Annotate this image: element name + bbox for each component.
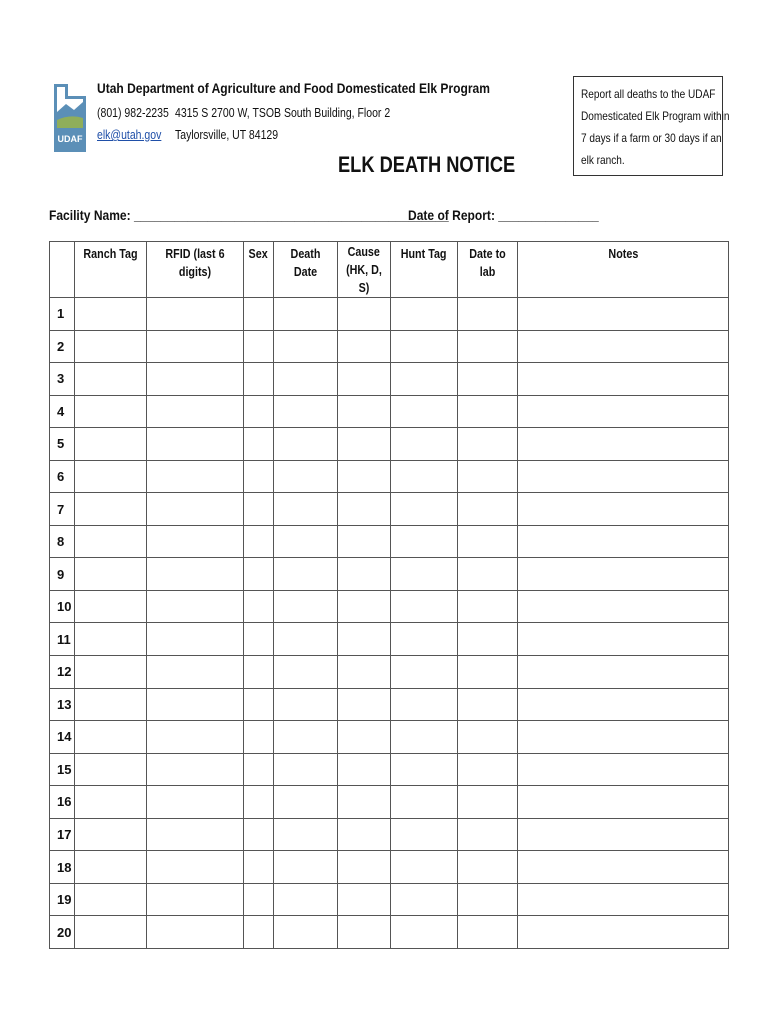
- table-row: [50, 623, 729, 656]
- cell-hunt-tag[interactable]: [391, 590, 458, 623]
- cell-cause[interactable]: [338, 688, 391, 721]
- header-date-to-lab: Date to lab: [458, 242, 518, 298]
- cell-rfid[interactable]: [147, 916, 244, 949]
- cell-ranch-tag[interactable]: [75, 525, 147, 558]
- cell-hunt-tag[interactable]: [391, 851, 458, 884]
- row-number: 12: [50, 656, 75, 689]
- header-number: [50, 242, 75, 298]
- cell-date-to-lab[interactable]: [458, 721, 518, 754]
- cell-rfid[interactable]: [147, 883, 244, 916]
- cell-cause[interactable]: [338, 883, 391, 916]
- cell-ranch-tag[interactable]: [75, 428, 147, 461]
- cell-rfid[interactable]: [147, 753, 244, 786]
- cell-date-to-lab[interactable]: [458, 428, 518, 461]
- row-number: 11: [50, 623, 75, 656]
- cell-date-to-lab[interactable]: [458, 558, 518, 591]
- row-number: 16: [50, 786, 75, 819]
- cell-rfid[interactable]: [147, 623, 244, 656]
- row-number: 18: [50, 851, 75, 884]
- cell-date-to-lab[interactable]: [458, 851, 518, 884]
- cell-ranch-tag[interactable]: [75, 460, 147, 493]
- cell-sex[interactable]: [244, 623, 274, 656]
- cell-death-date[interactable]: [274, 330, 338, 363]
- phone-number: (801) 982-2235: [97, 106, 169, 120]
- cell-rfid[interactable]: [147, 330, 244, 363]
- cell-ranch-tag[interactable]: [75, 753, 147, 786]
- cell-cause[interactable]: [338, 623, 391, 656]
- cell-cause[interactable]: [338, 460, 391, 493]
- cell-notes[interactable]: [518, 883, 729, 916]
- cell-rfid[interactable]: [147, 656, 244, 689]
- cell-rfid[interactable]: [147, 298, 244, 331]
- email-link[interactable]: elk@utah.gov: [97, 128, 162, 142]
- cell-notes[interactable]: [518, 460, 729, 493]
- date-of-report-field[interactable]: Date of Report: _______________: [408, 207, 599, 223]
- cell-ranch-tag[interactable]: [75, 688, 147, 721]
- cell-rfid[interactable]: [147, 395, 244, 428]
- cell-sex[interactable]: [244, 688, 274, 721]
- cell-cause[interactable]: [338, 428, 391, 461]
- cell-notes[interactable]: [518, 330, 729, 363]
- table-row: [50, 460, 729, 493]
- cell-cause[interactable]: [338, 656, 391, 689]
- cell-date-to-lab[interactable]: [458, 623, 518, 656]
- cell-hunt-tag[interactable]: [391, 330, 458, 363]
- cell-hunt-tag[interactable]: [391, 558, 458, 591]
- cell-rfid[interactable]: [147, 558, 244, 591]
- header-rfid: RFID (last 6 digits): [147, 242, 244, 298]
- cell-notes[interactable]: [518, 916, 729, 949]
- cell-hunt-tag[interactable]: [391, 298, 458, 331]
- cell-date-to-lab[interactable]: [458, 688, 518, 721]
- cell-hunt-tag[interactable]: [391, 688, 458, 721]
- cell-cause[interactable]: [338, 721, 391, 754]
- cell-ranch-tag[interactable]: [75, 786, 147, 819]
- cell-notes[interactable]: [518, 363, 729, 396]
- table-row: [50, 688, 729, 721]
- cell-hunt-tag[interactable]: [391, 786, 458, 819]
- cell-cause[interactable]: [338, 851, 391, 884]
- cell-hunt-tag[interactable]: [391, 753, 458, 786]
- cell-hunt-tag[interactable]: [391, 363, 458, 396]
- cell-sex[interactable]: [244, 590, 274, 623]
- cell-hunt-tag[interactable]: [391, 525, 458, 558]
- header-sex: Sex: [244, 242, 274, 298]
- notice-line: 7 days if a farm or 30 days if an: [581, 131, 722, 145]
- notice-line: elk ranch.: [581, 153, 625, 167]
- cell-notes[interactable]: [518, 688, 729, 721]
- cell-notes[interactable]: [518, 818, 729, 851]
- cell-date-to-lab[interactable]: [458, 395, 518, 428]
- address-line-2: Taylorsville, UT 84129: [175, 128, 279, 142]
- cell-hunt-tag[interactable]: [391, 623, 458, 656]
- cell-rfid[interactable]: [147, 363, 244, 396]
- cell-hunt-tag[interactable]: [391, 818, 458, 851]
- cell-cause[interactable]: [338, 590, 391, 623]
- cell-date-to-lab[interactable]: [458, 460, 518, 493]
- header-ranch-tag: Ranch Tag: [75, 242, 147, 298]
- cell-notes[interactable]: [518, 851, 729, 884]
- cell-date-to-lab[interactable]: [458, 298, 518, 331]
- cell-hunt-tag[interactable]: [391, 428, 458, 461]
- cell-death-date[interactable]: [274, 363, 338, 396]
- address-line-1: 4315 S 2700 W, TSOB South Building, Floor 2: [175, 106, 391, 120]
- cell-cause[interactable]: [338, 525, 391, 558]
- header-notes: Notes: [518, 242, 729, 298]
- cell-cause[interactable]: [338, 395, 391, 428]
- row-number: 15: [50, 753, 75, 786]
- cell-ranch-tag[interactable]: [75, 656, 147, 689]
- cell-ranch-tag[interactable]: [75, 883, 147, 916]
- cell-rfid[interactable]: [147, 493, 244, 526]
- cell-ranch-tag[interactable]: [75, 916, 147, 949]
- cell-ranch-tag[interactable]: [75, 721, 147, 754]
- cell-death-date[interactable]: [274, 818, 338, 851]
- notice-line: Domesticated Elk Program within: [581, 109, 730, 123]
- cell-death-date[interactable]: [274, 721, 338, 754]
- table-row: [50, 851, 729, 884]
- cell-notes[interactable]: [518, 590, 729, 623]
- cell-date-to-lab[interactable]: [458, 525, 518, 558]
- cell-notes[interactable]: [518, 786, 729, 819]
- cell-hunt-tag[interactable]: [391, 883, 458, 916]
- cell-sex[interactable]: [244, 818, 274, 851]
- table-row: [50, 916, 729, 949]
- cell-hunt-tag[interactable]: [391, 916, 458, 949]
- cell-rfid[interactable]: [147, 590, 244, 623]
- cell-hunt-tag[interactable]: [391, 493, 458, 526]
- cell-date-to-lab[interactable]: [458, 818, 518, 851]
- cell-notes[interactable]: [518, 721, 729, 754]
- row-number: 10: [50, 590, 75, 623]
- table-header-row: [50, 242, 729, 298]
- cell-notes[interactable]: [518, 623, 729, 656]
- notice-line: Report all deaths to the UDAF: [581, 87, 716, 101]
- cell-notes[interactable]: [518, 656, 729, 689]
- cell-hunt-tag[interactable]: [391, 395, 458, 428]
- table-row: [50, 590, 729, 623]
- reporting-notice-box: [573, 76, 730, 176]
- cell-date-to-lab[interactable]: [458, 883, 518, 916]
- cell-sex[interactable]: [244, 395, 274, 428]
- cell-sex[interactable]: [244, 428, 274, 461]
- cell-hunt-tag[interactable]: [391, 721, 458, 754]
- cell-ranch-tag[interactable]: [75, 590, 147, 623]
- cell-sex[interactable]: [244, 363, 274, 396]
- cell-date-to-lab[interactable]: [458, 330, 518, 363]
- header-death-date: Death Date: [274, 242, 338, 298]
- cell-rfid[interactable]: [147, 428, 244, 461]
- cell-date-to-lab[interactable]: [458, 363, 518, 396]
- cell-ranch-tag[interactable]: [75, 298, 147, 331]
- org-name: Utah Department of Agriculture and Food Domesticated Elk Program: [97, 80, 490, 96]
- cell-death-date[interactable]: [274, 428, 338, 461]
- cell-ranch-tag[interactable]: [75, 558, 147, 591]
- cell-death-date[interactable]: [274, 590, 338, 623]
- row-number: 17: [50, 818, 75, 851]
- cell-notes[interactable]: [518, 428, 729, 461]
- cell-cause[interactable]: [338, 298, 391, 331]
- cell-sex[interactable]: [244, 916, 274, 949]
- table-row: [50, 330, 729, 363]
- cell-sex[interactable]: [244, 656, 274, 689]
- row-number: 20: [50, 916, 75, 949]
- row-number: 1: [50, 298, 75, 331]
- table-row: [50, 493, 729, 526]
- cell-notes[interactable]: [518, 493, 729, 526]
- cell-rfid[interactable]: [147, 721, 244, 754]
- cell-ranch-tag[interactable]: [75, 623, 147, 656]
- table-row: [50, 363, 729, 396]
- cell-ranch-tag[interactable]: [75, 363, 147, 396]
- cell-death-date[interactable]: [274, 493, 338, 526]
- cell-notes[interactable]: [518, 558, 729, 591]
- header-hunt-tag: Hunt Tag: [391, 242, 458, 298]
- row-number: 19: [50, 883, 75, 916]
- cell-ranch-tag[interactable]: [75, 493, 147, 526]
- page-title: ELK DEATH NOTICE: [338, 152, 516, 177]
- cell-date-to-lab[interactable]: [458, 656, 518, 689]
- cell-sex[interactable]: [244, 493, 274, 526]
- cell-sex[interactable]: [244, 558, 274, 591]
- table-row: [50, 656, 729, 689]
- cell-death-date[interactable]: [274, 298, 338, 331]
- table-row: [50, 721, 729, 754]
- cell-sex[interactable]: [244, 330, 274, 363]
- cell-sex[interactable]: [244, 883, 274, 916]
- table-row: [50, 558, 729, 591]
- cell-cause[interactable]: [338, 330, 391, 363]
- cell-sex[interactable]: [244, 851, 274, 884]
- row-number: 14: [50, 721, 75, 754]
- cell-date-to-lab[interactable]: [458, 786, 518, 819]
- cell-date-to-lab[interactable]: [458, 916, 518, 949]
- cell-death-date[interactable]: [274, 851, 338, 884]
- cell-hunt-tag[interactable]: [391, 656, 458, 689]
- cell-death-date[interactable]: [274, 786, 338, 819]
- cell-death-date[interactable]: [274, 623, 338, 656]
- cell-cause[interactable]: [338, 753, 391, 786]
- cell-death-date[interactable]: [274, 688, 338, 721]
- cell-cause[interactable]: [338, 493, 391, 526]
- cell-death-date[interactable]: [274, 656, 338, 689]
- row-number: 2: [50, 330, 75, 363]
- table-row: [50, 395, 729, 428]
- cell-death-date[interactable]: [274, 558, 338, 591]
- logo-text: UDAF: [57, 134, 83, 144]
- cell-sex[interactable]: [244, 298, 274, 331]
- cell-hunt-tag[interactable]: [391, 460, 458, 493]
- cell-notes[interactable]: [518, 298, 729, 331]
- cell-sex[interactable]: [244, 786, 274, 819]
- cell-death-date[interactable]: [274, 525, 338, 558]
- cell-date-to-lab[interactable]: [458, 753, 518, 786]
- cell-rfid[interactable]: [147, 460, 244, 493]
- row-number: 8: [50, 525, 75, 558]
- table-row: [50, 525, 729, 558]
- row-number: 6: [50, 460, 75, 493]
- row-number: 5: [50, 428, 75, 461]
- cell-rfid[interactable]: [147, 818, 244, 851]
- cell-sex[interactable]: [244, 721, 274, 754]
- cell-notes[interactable]: [518, 395, 729, 428]
- cell-rfid[interactable]: [147, 851, 244, 884]
- cell-death-date[interactable]: [274, 883, 338, 916]
- cell-ranch-tag[interactable]: [75, 818, 147, 851]
- cell-death-date[interactable]: [274, 916, 338, 949]
- facility-name-field[interactable]: Facility Name: _______________________________________________: [49, 207, 449, 223]
- cell-rfid[interactable]: [147, 688, 244, 721]
- cell-sex[interactable]: [244, 753, 274, 786]
- cell-sex[interactable]: [244, 525, 274, 558]
- cell-cause[interactable]: [338, 916, 391, 949]
- cell-death-date[interactable]: [274, 395, 338, 428]
- table-row: [50, 883, 729, 916]
- row-number: 9: [50, 558, 75, 591]
- table-row: [50, 786, 729, 819]
- cell-death-date[interactable]: [274, 460, 338, 493]
- cell-cause[interactable]: [338, 786, 391, 819]
- row-number: 13: [50, 688, 75, 721]
- cell-cause[interactable]: [338, 558, 391, 591]
- header-cause: Cause (HK, D, S): [338, 242, 391, 298]
- cell-ranch-tag[interactable]: [75, 330, 147, 363]
- cell-cause[interactable]: [338, 818, 391, 851]
- row-number: 4: [50, 395, 75, 428]
- row-number: 3: [50, 363, 75, 396]
- cell-date-to-lab[interactable]: [458, 590, 518, 623]
- cell-rfid[interactable]: [147, 525, 244, 558]
- cell-ranch-tag[interactable]: [75, 851, 147, 884]
- table-row: [50, 298, 729, 331]
- cell-date-to-lab[interactable]: [458, 493, 518, 526]
- row-number: 7: [50, 493, 75, 526]
- udaf-logo: [52, 82, 88, 154]
- cell-rfid[interactable]: [147, 786, 244, 819]
- table-row: [50, 428, 729, 461]
- death-records-table: [49, 241, 729, 949]
- cell-notes[interactable]: [518, 525, 729, 558]
- cell-sex[interactable]: [244, 460, 274, 493]
- table-row: [50, 753, 729, 786]
- cell-ranch-tag[interactable]: [75, 395, 147, 428]
- cell-notes[interactable]: [518, 753, 729, 786]
- cell-cause[interactable]: [338, 363, 391, 396]
- table-row: [50, 818, 729, 851]
- cell-death-date[interactable]: [274, 753, 338, 786]
